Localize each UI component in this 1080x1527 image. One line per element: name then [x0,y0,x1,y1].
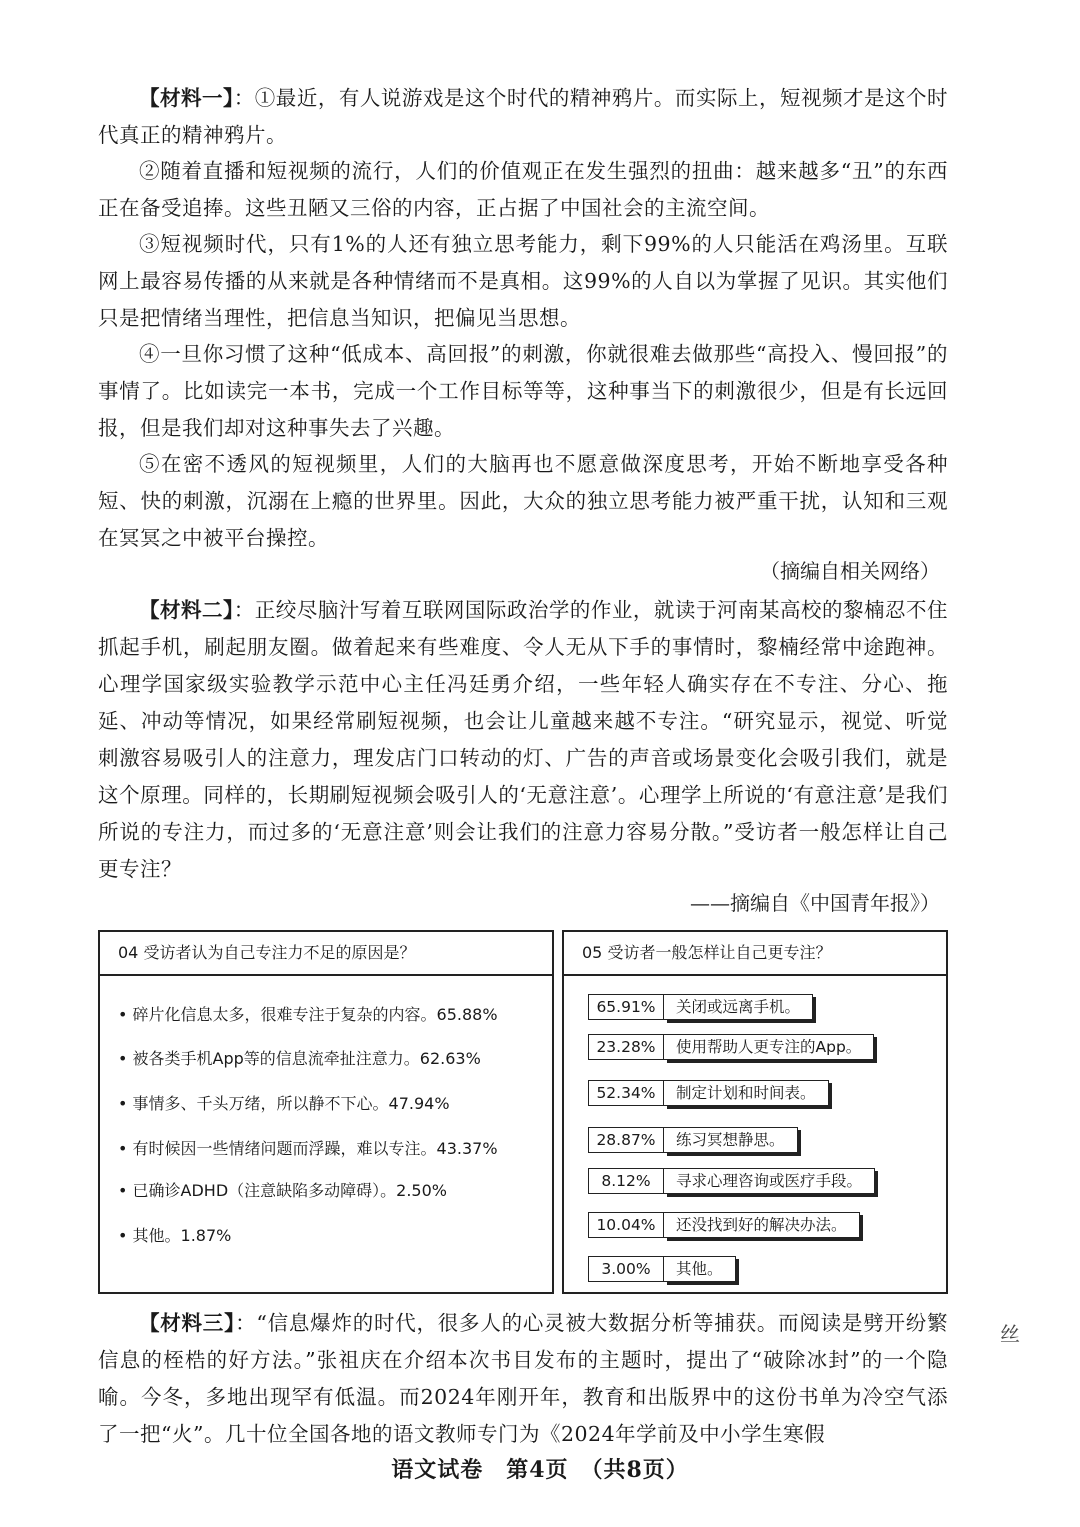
method-percent: 52.34% [588,1080,664,1106]
material1-paragraph5: ⑤在密不透风的短视频里，人们的大脑再也不愿意做深度思考，开始不断地享受各种短、快的刺激，沉溺在上瘾的世界里。因此，大众的独立思考能力被严重干扰，认知和三观在冥冥之中被平台操控。 [98,452,948,550]
material2-label: 【材料二】 [139,598,234,622]
reason-item: • 碎片化信息太多，很难专注于复杂的内容。65.88% [118,1005,498,1024]
reason-item: • 事情多、千头万绪，所以静不下心。47.94% [118,1094,450,1113]
reason-item: • 被各类手机App等的信息流牵扯注意力。62.63% [118,1049,481,1068]
material1-paragraph3: ③短视频时代，只有1%的人还有独立思考能力，剩下99%的人只能活在鸡汤里。互联网上最容易传播的从来就是各种情绪而不是真相。这99%的人自以为掌握了见识。其实他们只是把情绪当理性，把信息当知识，把偏见当思想。 [98,232,948,330]
method-percent: 8.12% [588,1168,664,1194]
reason-item: • 已确诊ADHD（注意缺陷多动障碍）。2.50% [118,1181,447,1200]
methods-box [562,930,948,1294]
material1-paragraph2: ②随着直播和短视频的流行，人们的价值观正在发生强烈的扭曲：越来越多“丑”的东西正在备受追捧。这些丑陋又三俗的内容，正占据了中国社会的主流空间。 [98,159,948,220]
method-row [588,1127,798,1153]
method-text: 关闭或远离手机。 [664,994,813,1020]
edge-mark: 丝 [1000,1322,1020,1346]
method-row [588,1256,736,1282]
method-percent: 65.91% [588,994,664,1020]
method-text: 其他。 [664,1256,736,1282]
method-percent: 28.87% [588,1127,664,1153]
method-text: 练习冥想静思。 [664,1127,798,1153]
method-row [588,1034,874,1060]
material1-paragraph1 [98,80,948,154]
method-row [588,994,813,1020]
material1-paragraph4: ④一旦你习惯了这种“低成本、高回报”的刺激，你就很难去做那些“高投入、慢回报”的事情了。比如读完一本书，完成一个工作目标等等，这种事当下的刺激很少，但是有长远回报，但是我们却对这种事失去了兴趣。 [98,342,948,440]
reason-item: • 有时候因一些情绪问题而浮躁，难以专注。43.37% [118,1139,498,1158]
methods-box-title: 05 受访者一般怎样让自己更专注？ [564,932,946,976]
method-text: 制定计划和时间表。 [664,1080,829,1106]
material3-text: ：“信息爆炸的时代，很多人的心灵被大数据分析等捕获。而阅读是劈开纷繁信息的桎梏的好方法。”张祖庆在介绍本次书目发布的主题时，提出了“破除冰封”的一个隐喻。今冬，多地出现罕有低温。而2024年刚开年，教育和出版界中的这份书单为冷空气添了一把“火”。几十位全国各地的语文教师专门为《2024年学前及中小学生寒假 [98,1311,949,1446]
material1-source: （摘编自相关网络） [760,559,940,583]
reason-item: • 其他。1.87% [118,1226,232,1245]
material2-text: ：正绞尽脑汁写着互联网国际政治学的作业，就读于河南某高校的黎楠忍不住抓起手机，刷起朋友圈。做着起来有些难度、令人无从下手的事情时，黎楠经常中途跑神。心理学国家级实验教学示范中心主任冯廷勇介绍，一些年轻人确实存在不专注、分心、拖延、冲动等情况，如果经常刷短视频，也会让儿童越来越不专注。“研究显示，视觉、听觉刺激容易吸引人的注意力，理发店门口转动的灯、广告的声音或场景变化会吸引我们，就是这个原理。同样的，长期刷短视频会吸引人的‘无意注意’。心理学上所说的‘有意注意’是我们所说的专注力，而过多的‘无意注意’则会让我们的注意力容易分散。”受访者一般怎样让自己更专注？ [98,598,949,881]
method-percent: 3.00% [588,1256,664,1282]
material1-label: 【材料一】 [139,86,234,110]
method-row [588,1080,829,1106]
method-row [588,1168,875,1194]
material3-paragraph [98,1305,948,1453]
material1-p1-text: ：①最近，有人说游戏是这个时代的精神鸦片。而实际上，短视频才是这个时代真正的精神鸦片。 [98,86,949,147]
material3-label: 【材料三】 [139,1311,236,1335]
reasons-box-title: 04 受访者认为自己专注力不足的原因是？ [100,932,552,976]
method-text: 寻求心理咨询或医疗手段。 [664,1168,875,1194]
material2-source: ——摘编自《中国青年报》） [690,891,940,915]
method-row [588,1212,860,1238]
page-footer: 语文试卷 第4页 （共8页） [391,1457,689,1483]
method-percent: 10.04% [588,1212,664,1238]
material2-paragraph [98,592,948,888]
reasons-box [98,930,554,1294]
method-text: 还没找到好的解决办法。 [664,1212,860,1238]
method-percent: 23.28% [588,1034,664,1060]
method-text: 使用帮助人更专注的App。 [664,1034,874,1060]
